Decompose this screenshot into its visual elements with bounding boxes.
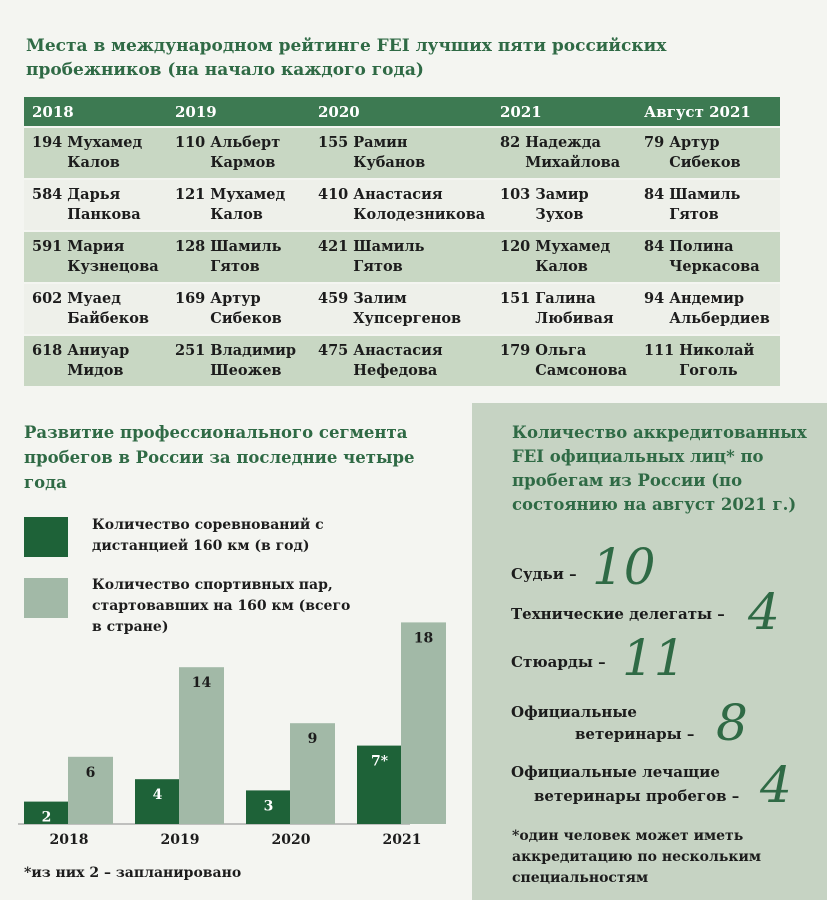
rider-last-name: Колодезникова (353, 206, 486, 223)
table-cell (636, 336, 780, 386)
rank-number: 103 (500, 186, 531, 203)
rank-number: 459 (318, 290, 349, 307)
x-tick-label: 2020 (271, 832, 311, 848)
rider-last-name: Зухов (535, 206, 584, 223)
rank-number: 128 (175, 238, 206, 255)
rider-last-name: Сибеков (210, 310, 282, 327)
table-cell (310, 284, 492, 334)
rider-first-name: Рамин (353, 134, 408, 151)
judges-label: Судьи – (511, 565, 577, 583)
table-cell (492, 336, 636, 386)
treating-vets-value: 4 (760, 756, 792, 814)
legend-label-competitions: Количество соревнований с дистанцией 160 км (в год) (92, 517, 324, 554)
rider-last-name: Кубанов (353, 154, 426, 171)
treating-vets-label-line1: Официальные лечащие (511, 763, 720, 781)
rider-last-name: Калов (67, 154, 120, 171)
rider-first-name: Мухамед (535, 238, 611, 255)
table-cell (167, 180, 310, 230)
table-cell (24, 336, 167, 386)
rank-number: 110 (175, 134, 206, 151)
rider-last-name: Сибеков (669, 154, 741, 171)
rider-first-name: Мария (67, 238, 125, 255)
rank-number: 111 (644, 342, 675, 359)
rider-last-name: Калов (210, 206, 263, 223)
officials-footnote: *один человек может иметь аккредитацию по нескольким специальностям (512, 828, 762, 886)
rider-first-name: Дарья (67, 186, 121, 203)
bar-label-pairs: 18 (413, 630, 434, 647)
table-cell (310, 232, 492, 282)
stewards-label: Стюарды – (511, 653, 606, 671)
bar-label-pairs: 9 (307, 731, 318, 748)
bar-label-competitions: 4 (152, 787, 163, 804)
rider-last-name: Панкова (67, 206, 141, 223)
rank-number: 421 (318, 238, 349, 255)
header-2020: 2020 (318, 102, 360, 121)
rider-last-name: Байбеков (67, 310, 149, 327)
table-cell (492, 128, 636, 178)
rank-number: 121 (175, 186, 206, 203)
vets-value: 8 (716, 694, 748, 752)
rider-last-name: Гоголь (679, 362, 738, 379)
rider-first-name: Анастасия (353, 342, 443, 359)
rank-number: 79 (644, 134, 665, 151)
rider-first-name: Владимир (210, 342, 297, 359)
rider-last-name: Мидов (67, 362, 124, 379)
rank-number: 155 (318, 134, 349, 151)
officials-title: Количество аккредитованных FEI официальных лиц* по пробегам из России (по состоянию на август 2021 г.) (512, 423, 807, 514)
rider-last-name: Гятов (353, 258, 403, 275)
rider-first-name: Шамиль (210, 238, 282, 255)
table-cell (167, 128, 310, 178)
table-cell (310, 180, 492, 230)
table-row (24, 284, 780, 334)
rank-number: 194 (32, 134, 63, 151)
table-cell (310, 336, 492, 386)
legend-swatch-competitions (24, 517, 68, 557)
rider-first-name: Полина (669, 238, 734, 255)
header-2021: 2021 (500, 102, 542, 121)
rank-number: 251 (175, 342, 206, 359)
table-cell (492, 232, 636, 282)
rank-number: 410 (318, 186, 349, 203)
rider-last-name: Альбердиев (669, 310, 770, 327)
table-cell (167, 336, 310, 386)
table-row (24, 232, 780, 282)
x-tick-label: 2018 (49, 832, 89, 848)
rider-last-name: Михайлова (525, 154, 621, 171)
table-cell (24, 128, 167, 178)
table-cell (24, 232, 167, 282)
ranking-table (24, 97, 780, 386)
rank-number: 82 (500, 134, 521, 151)
rider-first-name: Андемир (669, 290, 744, 307)
rider-first-name: Шамиль (353, 238, 425, 255)
rider-first-name: Мухамед (67, 134, 143, 151)
rider-first-name: Галина (535, 290, 596, 307)
rider-last-name: Черкасова (669, 258, 760, 275)
rider-first-name: Муаед (67, 290, 121, 307)
development-title: Развитие профессионального сегмента пробегов в России за последние четыре года (24, 423, 415, 492)
rank-number: 179 (500, 342, 531, 359)
table-cell (24, 180, 167, 230)
rider-last-name: Калов (535, 258, 588, 275)
header-2018: 2018 (32, 102, 74, 121)
bar-label-competitions: 3 (263, 798, 274, 815)
table-cell (492, 284, 636, 334)
x-tick-label: 2019 (160, 832, 200, 848)
rank-number: 94 (644, 290, 665, 307)
x-tick-label: 2021 (382, 832, 422, 848)
rider-first-name: Николай (679, 342, 755, 359)
header-august-2021: Август 2021 (644, 102, 751, 121)
rider-last-name: Самсонова (535, 362, 628, 379)
rank-number: 591 (32, 238, 63, 255)
chart-footnote: *из них 2 – запланировано (24, 865, 242, 881)
judges-value: 10 (592, 538, 656, 596)
table-cell (636, 284, 780, 334)
rider-first-name: Мухамед (210, 186, 286, 203)
rank-number: 151 (500, 290, 531, 307)
rank-number: 602 (32, 290, 63, 307)
rider-last-name: Нефедова (353, 362, 438, 379)
rank-number: 84 (644, 238, 665, 255)
table-cell (492, 180, 636, 230)
rank-number: 475 (318, 342, 349, 359)
bar-pairs (401, 622, 446, 824)
rider-first-name: Шамиль (669, 186, 741, 203)
rider-last-name: Гятов (210, 258, 260, 275)
bar-label-competitions: 7* (370, 753, 389, 770)
rider-last-name: Кармов (210, 154, 276, 171)
table-row (24, 336, 780, 386)
rank-number: 169 (175, 290, 206, 307)
rank-number: 120 (500, 238, 531, 255)
rider-first-name: Замир (535, 186, 589, 203)
bar-label-competitions: 2 (41, 809, 52, 826)
treating-vets-label-line2: ветеринары пробегов – (534, 787, 740, 805)
stewards-value: 11 (622, 629, 686, 687)
rider-first-name: Артур (210, 290, 261, 307)
rank-number: 584 (32, 186, 63, 203)
tech-delegates-value: 4 (748, 583, 780, 641)
rider-first-name: Артур (669, 134, 720, 151)
table-cell (636, 232, 780, 282)
table-row (24, 128, 780, 178)
table-cell (636, 128, 780, 178)
table-cell (310, 128, 492, 178)
legend-label-pairs: Количество спортивных пар, стартовавших на 160 км (всего в стране) (92, 577, 351, 635)
rider-last-name: Хупсергенов (353, 310, 462, 327)
ranking-table-header (24, 97, 780, 126)
table-row (24, 180, 780, 230)
vets-label-line1: Официальные (511, 703, 637, 721)
bar-label-pairs: 14 (191, 675, 212, 692)
rider-last-name: Гятов (669, 206, 719, 223)
rider-first-name: Альберт (210, 134, 281, 151)
table-cell (24, 284, 167, 334)
table-cell (167, 284, 310, 334)
rider-first-name: Ольга (535, 342, 587, 359)
rider-first-name: Залим (353, 290, 407, 307)
header-2019: 2019 (175, 102, 217, 121)
table-cell (167, 232, 310, 282)
ranking-title: Места в международном рейтинге FEI лучших пяти российских пробежников (на начало каждого года) (26, 36, 667, 80)
rider-last-name: Любивая (535, 310, 614, 327)
rank-number: 84 (644, 186, 665, 203)
rank-number: 618 (32, 342, 63, 359)
rider-first-name: Аниуар (67, 342, 130, 359)
rider-first-name: Анастасия (353, 186, 443, 203)
rider-last-name: Кузнецова (67, 258, 159, 275)
vets-label-line2: ветеринары – (575, 725, 695, 743)
rider-first-name: Надежда (525, 134, 601, 151)
rider-last-name: Шеожев (210, 362, 282, 379)
bar-label-pairs: 6 (85, 764, 96, 781)
table-cell (636, 180, 780, 230)
bar-chart (0, 600, 470, 860)
tech-delegates-label: Технические делегаты – (511, 605, 725, 623)
